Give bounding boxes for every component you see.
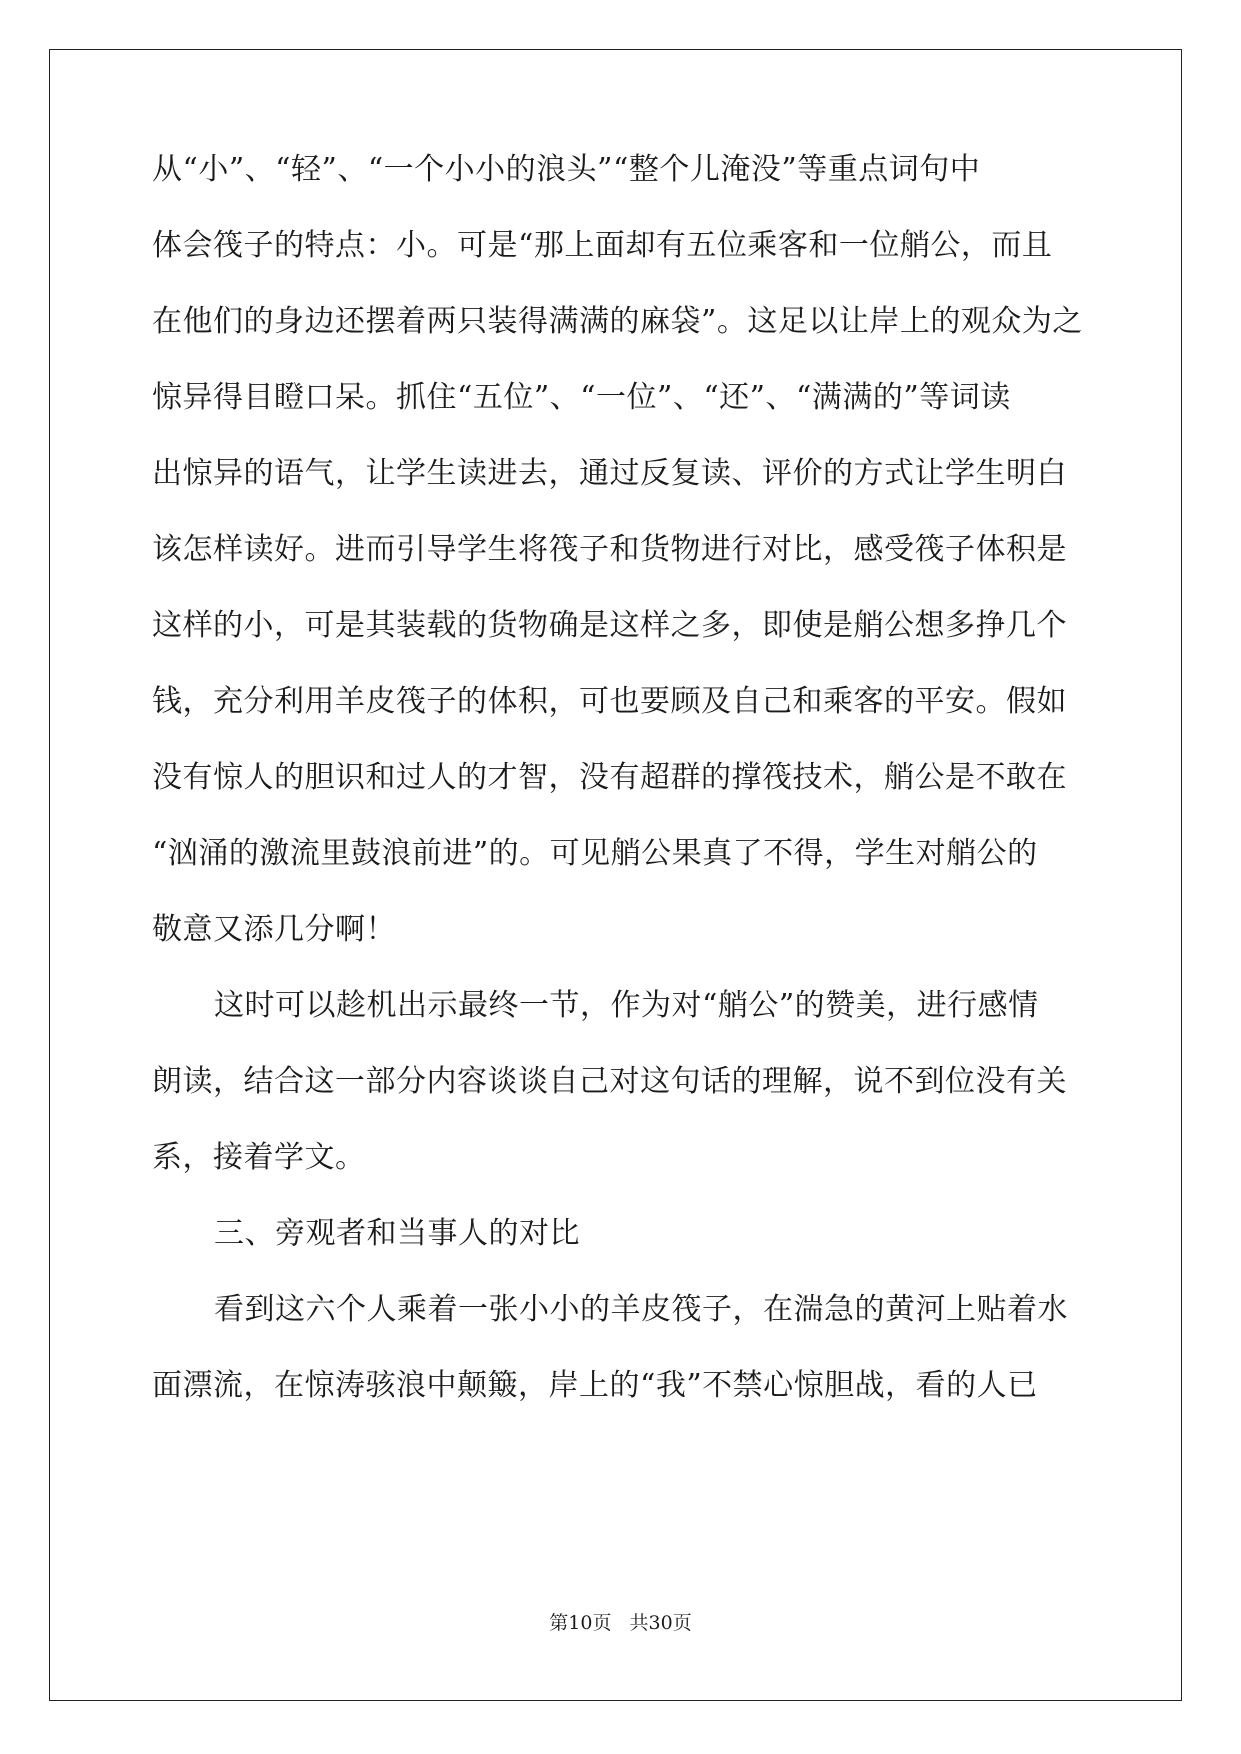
text-line: 看到这六个人乘着一张小小的羊皮筏子，在湍急的黄河上贴着水 xyxy=(214,1292,1068,1327)
text-line: 朗读，结合这一部分内容谈谈自己对这句话的理解，说不到位没有关 xyxy=(152,1064,1067,1099)
text-line: 钱，充分利用羊皮筏子的体积，可也要顾及自己和乘客的平安。假如 xyxy=(152,684,1067,719)
text-line: 没有惊人的胆识和过人的才智，没有超群的撑筏技术，艄公是不敢在 xyxy=(152,760,1067,795)
text-line: 体会筏子的特点：小。可是“那上面却有五位乘客和一位艄公，而且 xyxy=(152,228,1053,263)
text-line: 出惊异的语气，让学生读进去，通过反复读、评价的方式让学生明白 xyxy=(152,456,1067,491)
text-line: 在他们的身边还摆着两只装得满满的麻袋”。这足以让岸上的观众为之 xyxy=(152,304,1083,339)
text-line: 该怎样读好。进而引导学生将筏子和货物进行对比，感受筏子体积是 xyxy=(152,532,1067,567)
text-line: 敬意又添几分啊！ xyxy=(152,912,396,947)
text-line: “汹涌的激流里鼓浪前进”的。可见艄公果真了不得，学生对艄公的 xyxy=(152,836,1038,871)
page-total: 共30页 xyxy=(629,1612,692,1634)
section-heading: 三、旁观者和当事人的对比 xyxy=(214,1216,580,1251)
page-number: 第10页 xyxy=(549,1612,612,1634)
page-border xyxy=(49,49,1182,1701)
text-line: 系，接着学文。 xyxy=(152,1140,366,1175)
text-line: 面漂流，在惊涛骇浪中颠簸，岸上的“我”不禁心惊胆战，看的人已 xyxy=(152,1368,1038,1403)
text-line: 这时可以趁机出示最终一节，作为对“艄公”的赞美，进行感情 xyxy=(214,988,1039,1023)
page-footer xyxy=(0,1608,1241,1635)
text-line: 这样的小，可是其装载的货物确是这样之多，即使是艄公想多挣几个 xyxy=(152,608,1067,643)
text-line: 从“小”、“轻”、“一个小小的浪头”“整个儿淹没”等重点词句中 xyxy=(152,152,981,187)
text-line: 惊异得目瞪口呆。抓住“五位”、“一位”、“还”、“满满的”等词读 xyxy=(152,380,1011,415)
